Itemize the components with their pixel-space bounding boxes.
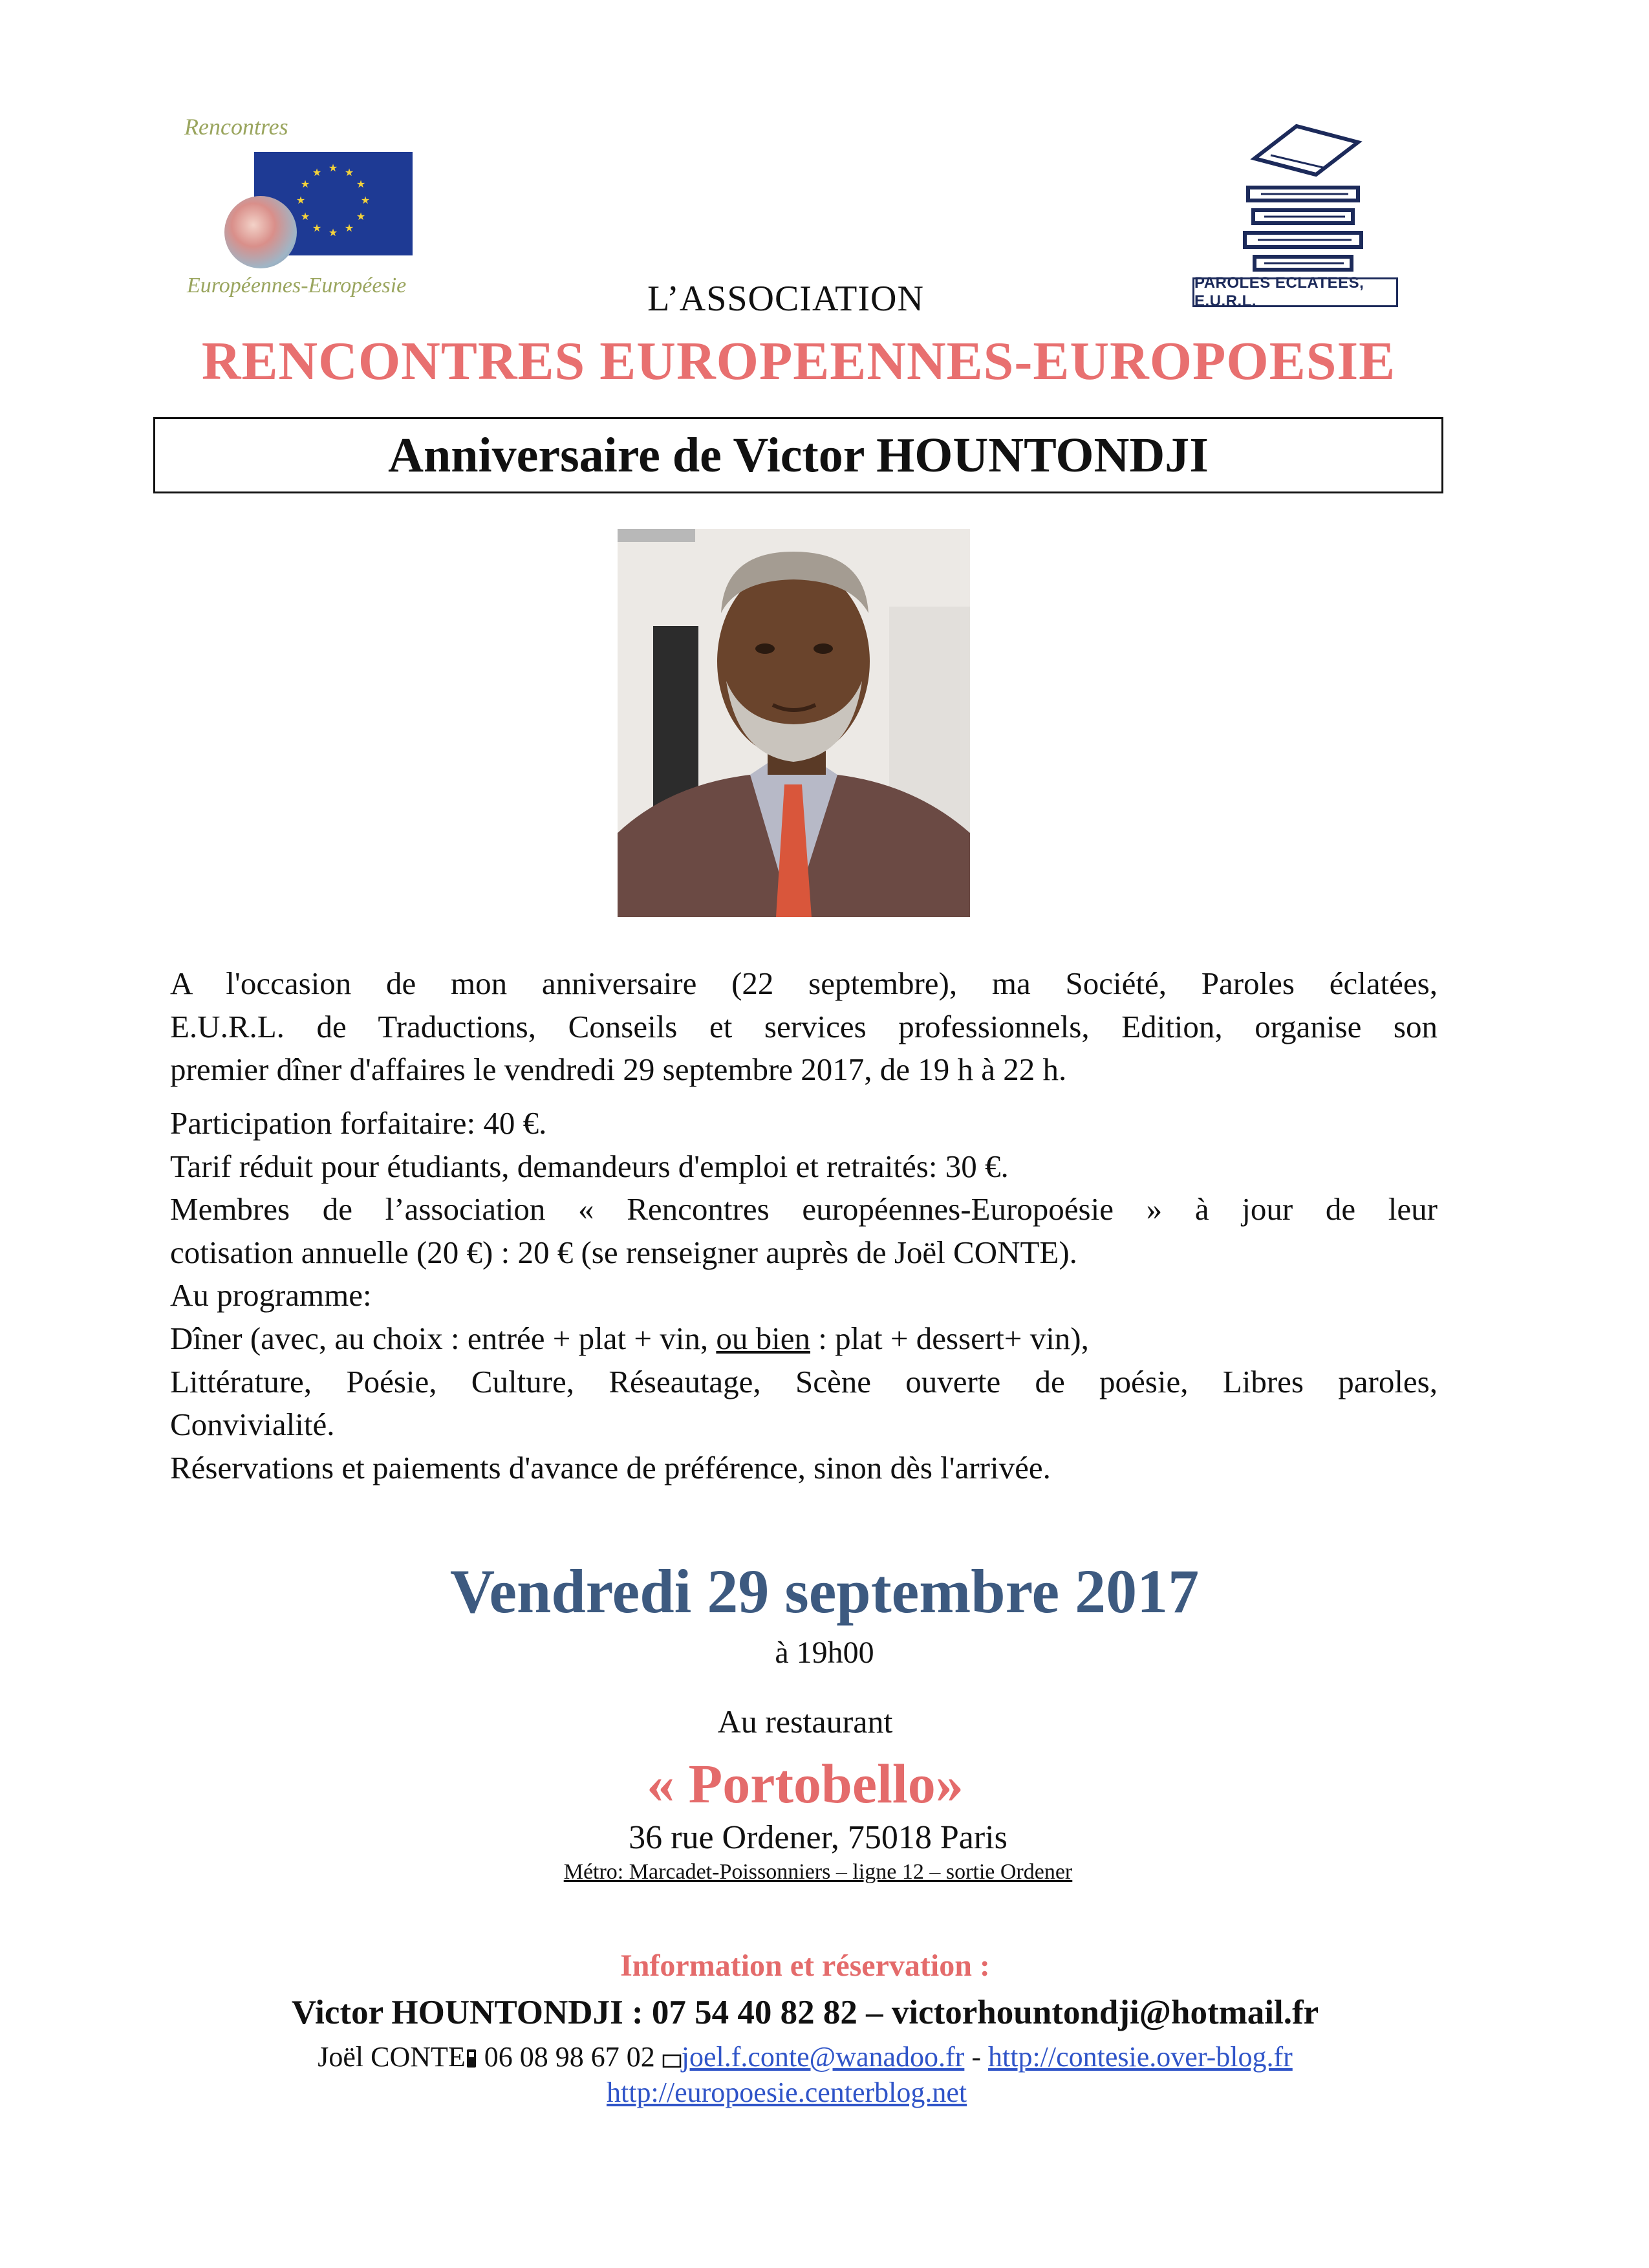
members-line-1: Membres de l’association « Rencontres européennes-Europoésie » à jour de leur [170, 1191, 1438, 1227]
activities-line-1: Littérature, Poésie, Culture, Réseautage, Scène ouverte de poésie, Libres paroles, [170, 1363, 1438, 1399]
title-box [153, 417, 1443, 493]
joel-name: Joël CONTE [318, 2041, 466, 2073]
body-text [170, 962, 1438, 1490]
europoesie-blog-row [607, 2076, 967, 2109]
diner-prefix: Dîner (avec, au choix : entrée + plat + vin, [170, 1321, 717, 1356]
svg-text:★: ★ [328, 162, 338, 174]
reservations-line: Réservations et paiements d'avance de préférence, sinon dès l'arrivée. [170, 1449, 1051, 1485]
svg-text:★: ★ [312, 166, 322, 178]
svg-text:★: ★ [300, 210, 310, 222]
books-icon [1235, 120, 1371, 272]
svg-text:★: ★ [344, 222, 354, 234]
event-time: à 19h00 [775, 1636, 874, 1670]
venue-intro: Au restaurant [717, 1703, 893, 1740]
svg-text:★: ★ [300, 178, 310, 190]
members-line-2: cotisation annuelle (20 €) : 20 € (se renseigner auprès de Joël CONTE). [170, 1234, 1077, 1270]
contact-main: Victor HOUNTONDJI : 07 54 40 82 82 – victorhountondji@hotmail.fr [291, 1994, 1319, 2031]
diner-suffix: : plat + dessert+ vin), [810, 1321, 1089, 1356]
association-label: L’ASSOCIATION [647, 279, 924, 319]
contact-joel [0, 2040, 1610, 2076]
venue-metro: Métro: Marcadet-Poissonniers – ligne 12 – sortie Ordener [563, 1860, 1073, 1884]
activities-line-2: Convivialité. [170, 1407, 335, 1443]
venue-address: 36 rue Ordener, 75018 Paris [629, 1819, 1008, 1856]
logo-script-rencontres: Rencontres [184, 114, 288, 140]
svg-text:★: ★ [356, 210, 366, 222]
svg-text:★: ★ [360, 194, 371, 206]
diner-or: ou bien [716, 1321, 811, 1356]
contact-separator: - [964, 2041, 988, 2073]
joel-phone: 06 08 98 67 02 [477, 2041, 662, 2073]
svg-text:★: ★ [328, 226, 338, 239]
svg-text:★: ★ [312, 222, 322, 234]
intro-line-3: premier dîner d'affaires le vendredi 29 septembre 2017, de 19 h à 22 h. [170, 1052, 1067, 1088]
intro-line-2: E.U.R.L. de Traductions, Conseils et services professionnels, Edition, organise son [170, 1008, 1438, 1044]
venue-name: « Portobello» [647, 1753, 964, 1815]
event-date: Vendredi 29 septembre 2017 [449, 1557, 1200, 1626]
svg-text:★: ★ [344, 166, 354, 178]
globe-icon [224, 196, 297, 268]
email-icon [662, 2043, 682, 2076]
europoesie-blog-link[interactable]: http://europoesie.centerblog.net [607, 2077, 967, 2108]
diner-line [170, 1317, 1438, 1361]
portrait-photo [618, 529, 970, 917]
logo-script-europeennes: Européennes-Européesie [187, 274, 407, 297]
info-title: Information et réservation : [620, 1949, 990, 1983]
joel-email-link[interactable]: joel.f.conte@wanadoo.fr [681, 2041, 965, 2073]
joel-blog-link[interactable]: http://contesie.over-blog.fr [988, 2041, 1293, 2073]
intro-line-1: A l'occasion de mon anniversaire (22 septembre), ma Société, Paroles éclatées, [170, 966, 1438, 1001]
page-title: Anniversaire de Victor HOUNTONDJI [388, 427, 1209, 482]
reduced-price: Tarif réduit pour étudiants, demandeurs d'emploi et retraités: 30 €. [170, 1148, 1009, 1184]
paroles-eclatees-label: PAROLES ECLATEES, E.U.R.L. [1192, 277, 1398, 307]
organization-name: RENCONTRES EUROPEENNES-EUROPOESIE [201, 331, 1396, 391]
phone-icon [466, 2043, 477, 2076]
programme-label: Au programme: [170, 1277, 372, 1313]
participation-price: Participation forfaitaire: 40 €. [170, 1105, 547, 1141]
svg-text:★: ★ [356, 178, 366, 190]
svg-text:★: ★ [296, 194, 306, 206]
